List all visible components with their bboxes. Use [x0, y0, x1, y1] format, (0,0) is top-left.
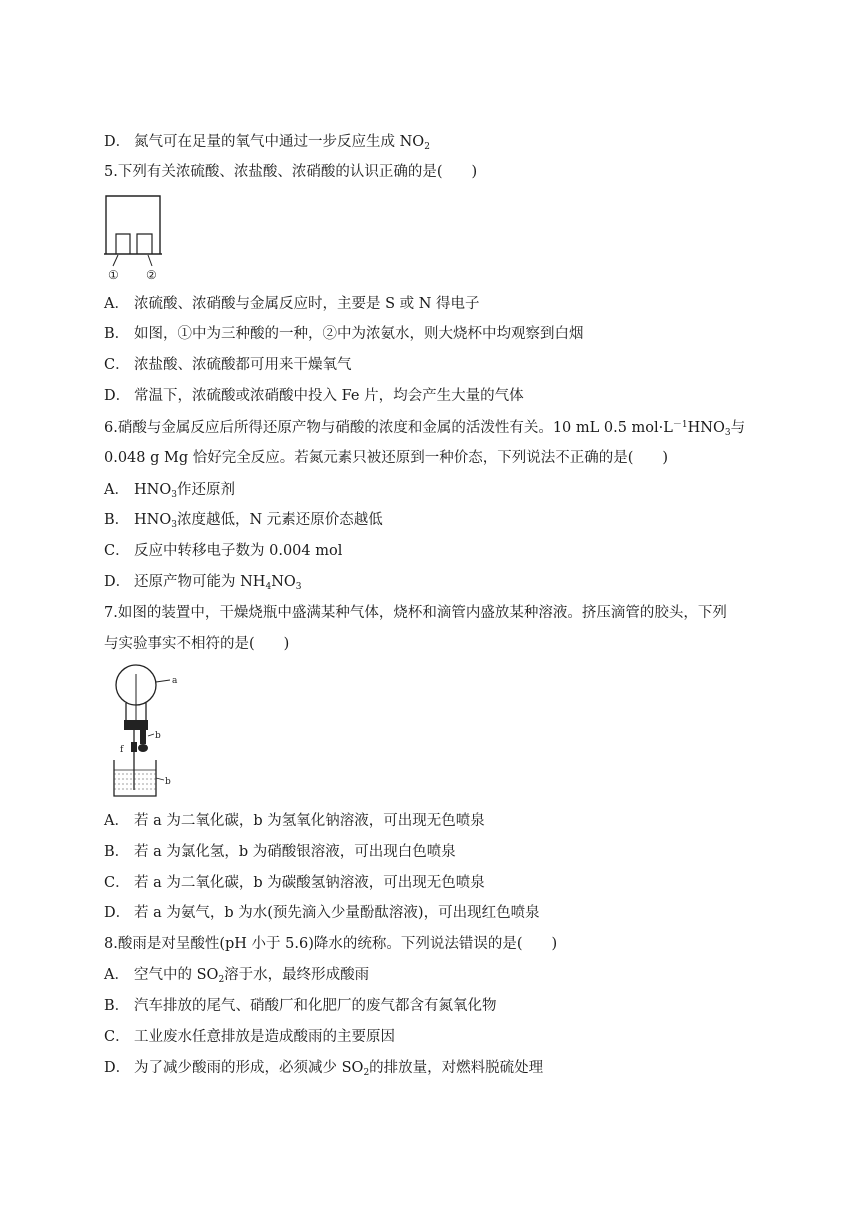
q7-fountain-apparatus-figure	[104, 660, 194, 800]
q8-option-c	[104, 1027, 395, 1047]
option-text: 工业废水任意排放是造成酸雨的主要原因	[134, 1029, 395, 1045]
option-text: 作还原剂	[176, 482, 235, 498]
option-text: 氮气可在足量的氧气中通过一步反应生成 NO	[134, 134, 425, 150]
q6-option-b	[104, 510, 383, 530]
option-text: 为了减少酸雨的形成，必须减少 SO	[134, 1060, 364, 1076]
option-text: HNO	[134, 482, 172, 498]
q4-option-d	[104, 132, 430, 152]
stem-text: 6.硝酸与金属反应后所得还原产物与硝酸的浓度和金属的活泼性有关。10 mL 0.5 mol·L	[104, 420, 673, 436]
option-label: A．	[104, 296, 129, 312]
subscript: 2	[218, 975, 225, 985]
q7-stem-line2: 与实验事实不相符的是( )	[104, 636, 290, 652]
q5-stem: 5.下列有关浓硫酸、浓盐酸、浓硝酸的认识正确的是( )	[104, 164, 478, 180]
option-label: C．	[104, 357, 130, 373]
option-label: A．	[104, 813, 129, 829]
option-text: 空气中的 SO	[134, 967, 219, 983]
option-label: D．	[104, 574, 131, 590]
option-text: 浓度越低，N 元素还原价态越低	[176, 512, 383, 528]
option-text: 若 a 为二氧化碳，b 为碳酸氢钠溶液，可出现无色喷泉	[134, 875, 485, 891]
q7-option-c	[104, 873, 485, 893]
subscript: 3	[295, 582, 302, 592]
q6-option-d	[104, 572, 302, 592]
option-label: D．	[104, 134, 131, 150]
subscript: 3	[171, 520, 177, 530]
option-text: 汽车排放的尾气、硝酸厂和化肥厂的废气都含有氮氧化物	[134, 998, 497, 1014]
subscript: 2	[424, 142, 430, 152]
option-text: 还原产物可能为 NH	[134, 574, 266, 590]
q6-stem-line1	[104, 418, 745, 438]
option-text: 若 a 为二氧化碳，b 为氢氧化钠溶液，可出现无色喷泉	[134, 813, 485, 829]
option-text: 浓盐酸、浓硫酸都可用来干燥氧气	[134, 357, 352, 373]
q7-option-b	[104, 842, 456, 862]
fig-label-2: ②	[146, 268, 157, 282]
q5-option-c	[104, 355, 352, 375]
stem-text: 与	[730, 420, 746, 436]
subscript: 3	[171, 490, 177, 500]
option-text: 若 a 为氨气，b 为水(预先滴入少量酚酞溶液)，可出现红色喷泉	[134, 905, 540, 921]
option-label: B．	[104, 844, 130, 860]
option-label: A．	[104, 482, 129, 498]
option-label: B．	[104, 512, 130, 528]
option-label: B．	[104, 998, 130, 1014]
q8-option-d	[104, 1058, 543, 1078]
option-text: 反应中转移电子数为 0.004 mol	[134, 543, 343, 559]
stem-text: HNO	[687, 420, 725, 436]
q6-option-c	[104, 541, 342, 561]
q7-stem-line1: 7.如图的装置中，干燥烧瓶中盛满某种气体，烧杯和滴管内盛放某种溶液。挤压滴管的胶头，下列	[104, 605, 727, 621]
option-label: D．	[104, 1060, 131, 1076]
q8-option-a	[104, 965, 369, 985]
subscript: 2	[363, 1068, 370, 1078]
fig-label-b-bottom: b	[165, 777, 171, 787]
option-text: 的排放量，对燃料脱硫处理	[369, 1060, 544, 1076]
subscript: 4	[265, 582, 272, 592]
fig-label-a: a	[172, 676, 178, 686]
option-text: 如图，①中为三种酸的一种，②中为浓氨水，则大烧杯中均观察到白烟	[134, 326, 584, 342]
superscript: －1	[672, 420, 688, 430]
option-label: D．	[104, 905, 131, 921]
option-text: NO	[271, 574, 296, 590]
q7-option-a	[104, 811, 485, 831]
subscript: 3	[724, 428, 731, 438]
fig-label-1: ①	[108, 268, 119, 282]
option-label: B．	[104, 326, 130, 342]
q8-stem: 8.酸雨是对呈酸性(pH 小于 5.6)降水的统称。下列说法错误的是( )	[104, 936, 558, 952]
q5-option-d	[104, 386, 524, 406]
option-text: 若 a 为氯化氢，b 为硝酸银溶液，可出现白色喷泉	[134, 844, 456, 860]
q5-option-b	[104, 324, 584, 344]
q5-option-a	[104, 294, 480, 314]
q6-option-a	[104, 480, 235, 500]
option-label: C．	[104, 875, 130, 891]
option-text: 常温下，浓硫酸或浓硝酸中投入 Fe 片，均会产生大量的气体	[134, 388, 524, 404]
option-text: HNO	[134, 512, 172, 528]
q7-option-d	[104, 903, 540, 923]
q5-beaker-figure	[104, 192, 164, 284]
fig-label-f: f	[120, 745, 124, 755]
option-label: C．	[104, 543, 130, 559]
q6-stem-line2: 0.048 g Mg 恰好完全反应。若氮元素只被还原到一种价态，下列说法不正确的是( )	[104, 450, 669, 466]
fig-label-b-top: b	[155, 731, 161, 741]
q8-option-b	[104, 996, 497, 1016]
option-label: D．	[104, 388, 131, 404]
option-label: A．	[104, 967, 129, 983]
option-text: 浓硫酸、浓硝酸与金属反应时，主要是 S 或 N 得电子	[134, 296, 480, 312]
option-label: C．	[104, 1029, 130, 1045]
option-text: 溶于水，最终形成酸雨	[224, 967, 370, 983]
